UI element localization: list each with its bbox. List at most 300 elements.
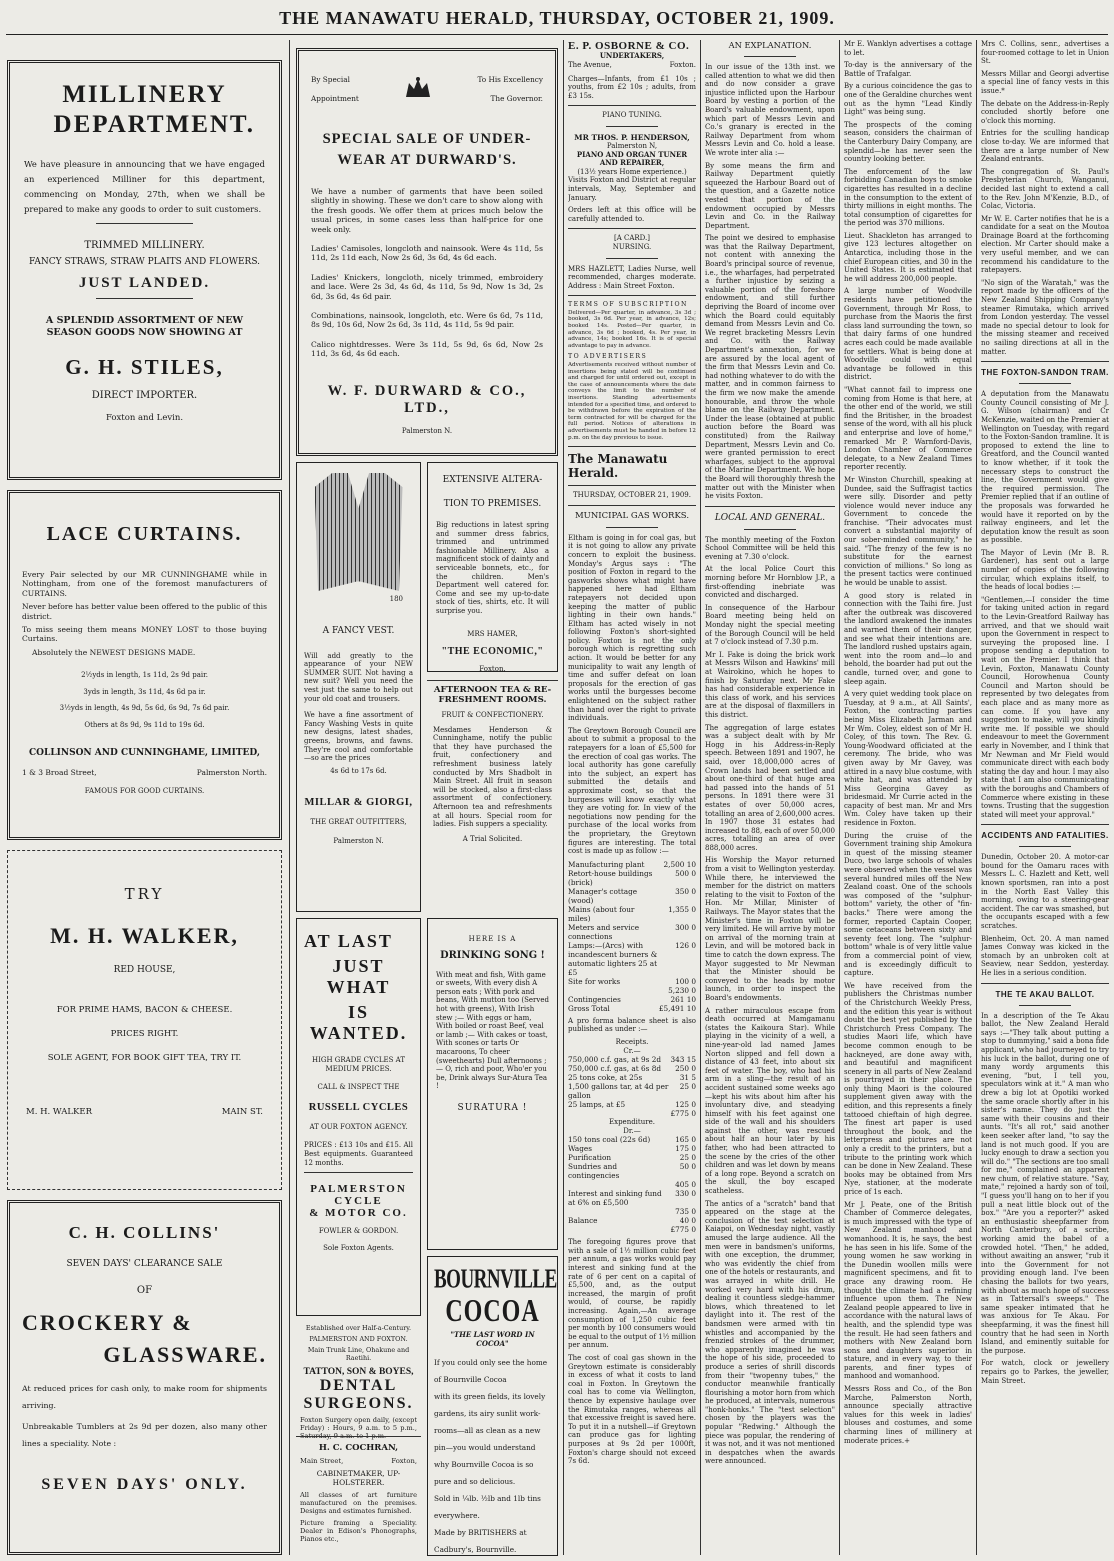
walker-house: RED HOUSE, xyxy=(113,965,176,975)
news-para: A large number of Woodville residents have petitioned the Government, through Mr Ross, to purchase from the Maoris the first class land surrounding the town, so that dairy farms of one hundred acres each could be made available for settlers. What is being done at Woodville could with equal advantage be followed in this district. xyxy=(844,287,972,382)
amount-cell: 50 0 xyxy=(679,1162,696,1172)
splendid-line: A SPLENDID ASSORTMENT OF NEW SEASON GOODS NOW SHOWING AT xyxy=(45,315,244,338)
vest-outfitters: THE GREAT OUTFITTERS, xyxy=(310,818,407,827)
walker-try: TRY xyxy=(124,885,165,903)
gas-works-heading: MUNICIPAL GAS WORKS. xyxy=(574,510,690,521)
editorial-para: The Greytown Borough Council are about to submit a proposal to the ratepayers for a loan of £5,500 for the erection of coal gas works. The local authority has gone carefully into the subject, an expert has submitted the details and approximate cost, so that the burgesses will know exactly what they are voting for. In view of the negotiations now pending for the purchase of the local works from the proprietary, the Greytown figures are interesting. The total cost is made up as follow :— xyxy=(568,726,696,856)
extensive-body: Big reductions in latest spring and summer dress fabrics, trimmed and untrimmed fashionable Millinery. Also a magnificent stock of dainty and serviceable bonnets, etc., for the children. Men's Department well catered for. Come and see my up-to-date stock of ties, shirts, etc. It will surprise you. xyxy=(436,521,549,615)
item-cell: Sundries and contingencies xyxy=(568,1162,620,1181)
amount-cell: 500 0 xyxy=(675,868,696,878)
song-verse: With meat and fish, With game or sweets, With every dish A person eats ; With pork and beans, With mutton too (Served hot with greens), With Irish stew ;— With eggs or ham, With boiled or roast Beef, veal or lamb ;— With cakes or toast, With scones or tarts Or macaroons, To cheer (sweethearts) Dull afternoons ;— O, rich and poor, Who'er you be, Drink always Sur-Atura Tea ! xyxy=(436,970,549,1091)
item-cell: Lamps:—(Arcs) with incandescent burners & automatic lighters 25 at £5 xyxy=(568,940,658,977)
cochran-ad xyxy=(296,1436,421,1556)
suratura-brand: SURATURA ! xyxy=(457,1102,528,1113)
terms-body: Delivered—Per quarter, in advance, 3s 3d ; booked, 3s 6d. Per year, in advance, 12s; booked 14s. Posted—Per quarter, in advance, 3s 6d ; booked, 4s. Per year, in advance, 14s; booked 16s. It is of special advantage to pay in advance. xyxy=(568,309,696,349)
item-cell: 25 lamps, at £5 xyxy=(568,1100,626,1110)
news-para: A very quiet wedding took place on Tuesday, at 9 a.m., at All Saints', Foxton, the contracting parties being Miss Elizabeth Jarman and Mr Wm. Coley, eldest son of Mr H. Coley, of this town. The Rev. G. Young-Woodward officiated at the ceremony. The bride, who was given away by Mr Gavey, was attired in a navy blue costume, with white hat, and was attended by Miss Georgina Gavey as bridesmaid. Mr Currie acted in the capacity of best man. Mr and Mrs Wm. Coley have taken up their residence in Foxton. xyxy=(844,690,972,828)
lace-body: To miss seeing them means MONEY LOST to those buying Curtains. xyxy=(22,625,267,644)
piano-title: PIANO TUNING. xyxy=(602,111,662,120)
masthead: THE MANAWATU HERALD, THURSDAY, OCTOBER 21, 1909. xyxy=(279,8,835,28)
collins-of: OF xyxy=(136,1285,153,1296)
nursing-card: [A CARD.] xyxy=(613,234,650,243)
tatton-title: DENTAL xyxy=(319,1377,398,1394)
accident-para: Blenheim, Oct. 20. A man named James Conway was kicked in the stomach by an unbroken colt at Seaview, near Seddon, yesterday. He lies in a serious condition. xyxy=(981,934,1109,977)
divider xyxy=(1019,1005,1070,1006)
amount-cell: 25 0 xyxy=(679,1153,696,1163)
news-para: "What cannot fail to impress one coming from Home is that here, at the other end of the world, we still find the Britisher, in the broadest sense of the word, with all his pluck and enterprise and love of home," remarked Mr P. Warnford-Davis, London Chamber of Commerce delegate, to a New Zealand Times reporter recently. xyxy=(844,385,972,472)
te-akau-para: For watch, clock or jewellery repairs go to Parkes, the jeweller, Main Street. xyxy=(981,1359,1109,1385)
tatton-est: Established over Half-a-Century. xyxy=(305,1324,412,1332)
news-para: Mr Winston Churchill, speaking at Dundee, said the Suffragist tactics were silly. Disorder and petty violence would never induce any Government to concede the franchise. "Their advocates must convert a substantial majority of our sober-minded community," he said. "The frenzy of the few is no substitute for the earnest conviction of millions." So long as the present tactics were continued he would be unable to assist. xyxy=(844,475,972,588)
collins-crockery: CROCKERY & xyxy=(22,1310,193,1335)
amount-cell: 1,355 0 xyxy=(668,904,696,914)
editorial-para: Eltham is going in for coal gas, but it is not going to allow any private concern to exploit the business. Monday's Argus says : "The position of Foxton in regard to the gasworks shows what might have happened here had Eltham ratepayers not decided upon keeping the matter of public lighting in their own hands." Eltham has acted wisely in not following Foxton's short-sighted policy. Foxton is not the only borough which is regretting such action. It would be better for any municipality to wait any length of time and suffer defeat on loan proposals for the erection of gas works until the burgesses become enlightened on the subject rather than hand over the right to private individuals. xyxy=(568,533,696,723)
vest-firm: MILLAR & GIORGI, xyxy=(304,797,413,809)
bournville-line: everywhere. xyxy=(434,1511,480,1520)
divider xyxy=(568,505,696,506)
cycle-firm: & MOTOR CO. xyxy=(309,1207,408,1220)
explanation-para: The point we desired to emphasise was that the Railway Department, not content with annexing the Board's principal source of revenue, i.e., the wharfages, had perpetrated a further injustice by seizing a valuable portion of the foreshore endowment, and still further depriving the Board of income over which the Board could equitably demand from Messrs Levin and Co. We regret bracketing Messrs Levin and Co. with the Railway Department's annexation, for we are assured by the local agent of the firm that Messrs Levin and Co. had nothing whatever to do with the matter, and in common fairness to the firm we now make the amende honourable, and throw the whole blame on the Railway Department. Under the lease (obtained at public auction before the Board was constituted) from the Railway Department, Messrs Levin and Co. were granted permission to erect wharfages, subject to the approval of the Marine Department. We hope the Board will thoroughly thresh the matter out with the Minister when he visits Foxton. xyxy=(705,234,835,501)
item-cell xyxy=(568,1109,670,1118)
divider xyxy=(606,126,657,127)
item-cell: 25 tons coke, at 25s xyxy=(568,1073,643,1083)
item-cell: Site for works xyxy=(568,976,621,986)
amount-cell: 343 15 xyxy=(670,1055,696,1065)
table-row xyxy=(568,995,696,1004)
divider xyxy=(981,361,1109,362)
divider xyxy=(606,258,657,259)
news-para: Entries for the sculling handicap close to-day. We are informed that there are a large number of New Zealand entrants. xyxy=(981,129,1109,164)
table-row xyxy=(568,1189,696,1207)
walker-street: MAIN ST. xyxy=(221,1107,263,1117)
drinking-song-ad xyxy=(427,918,558,1250)
divider xyxy=(304,1172,413,1173)
vest-illustration xyxy=(315,473,403,591)
amount-cell: 5,230 0 xyxy=(668,985,696,995)
bournville-slogan: "THE LAST WORD IN COCOA" xyxy=(450,1330,535,1348)
extensive-title: TION TO PREMISES. xyxy=(443,499,542,509)
tatton-places: PALMERSTON AND FOXTON. xyxy=(309,1335,408,1343)
osborne-town: Foxton. xyxy=(669,60,696,69)
vest-title: A FANCY VEST. xyxy=(322,625,395,636)
table-row xyxy=(568,1180,696,1189)
piano-exp: (13½ years Home experience.) xyxy=(577,167,687,176)
table-row xyxy=(568,1055,696,1064)
cochran-street: Main Street, xyxy=(300,1457,344,1465)
durward-title: WEAR AT DURWARD'S. xyxy=(337,152,517,168)
bournville-ad xyxy=(427,1256,558,1556)
tea-body: Mesdames Henderson & Cunninghame, notify the public that they have purchased the fruit, confectionery and refreshment business lately conducted by Mrs Shadbolt in Main Street. All fruit in season will be stocked, also a first-class assortment of confectionery. Afternoon tea and refreshments at all hours. Special room for ladies. Fish suppers a speciality. xyxy=(433,725,552,829)
millinery-ad xyxy=(7,60,282,480)
expenditure-table xyxy=(568,1135,696,1234)
durward-title: SPECIAL SALE OF UNDER- xyxy=(322,131,532,147)
walker-ad xyxy=(7,850,282,1190)
item-cell: Manufacturing plant xyxy=(568,859,645,869)
walker-agent: SOLE AGENT, FOR BOOK GIFT TEA, TRY IT. xyxy=(47,1053,242,1063)
tea-sub: FRUIT & CONFECTIONERY. xyxy=(441,711,544,719)
hamer-name: MRS HAMER, xyxy=(467,629,518,638)
explanation-para: By some means the firm and Railway Department quietly squeezed the Harbour Board out of the question, and a Gazette notice vested that portion of the endowment occupied by Messrs Levin and Co. in the Railway Department. xyxy=(705,161,835,230)
extensive-ad xyxy=(427,462,558,672)
masthead-rule xyxy=(6,34,1108,35)
column-3 xyxy=(568,40,696,1555)
divider xyxy=(96,298,192,299)
tatton-ad xyxy=(296,1322,421,1440)
table-row xyxy=(568,1004,696,1013)
millinery-body: We have pleasure in announcing that we have engaged an experienced Milliner for this department, commencing on Monday, 27th, when we shall be prepared to make any goods to order to suit customers. xyxy=(24,159,265,214)
local-para: In consequence of the Harbour Board meeting being held on Monday night the special meeting of the Borough Council will be held at 7 o'clock instead of 7.30 p.m. xyxy=(705,603,835,647)
collins-line: At reduced prices for cash only, to make room for shipments arriving. xyxy=(22,1384,267,1410)
table-row xyxy=(568,1153,696,1162)
bournville-line: Sold in ¼lb. ½lb and 1lb tins xyxy=(434,1494,541,1503)
bournville-line: gardens, its airy sunlit work- xyxy=(434,1409,541,1418)
cycle-names: FOWLER & GORDON. xyxy=(318,1227,399,1236)
local-para: The monthly meeting of the Foxton School Committee will be held this evening at 7.30 o'clock. xyxy=(705,535,835,561)
item-cell: Mains (about four miles) xyxy=(568,904,635,923)
item-cell: 1,500 gallons tar, at 4d per gallon xyxy=(568,1082,669,1101)
amount-cell: £775 0 xyxy=(670,1109,696,1119)
amount-cell: 25 0 xyxy=(679,1082,696,1092)
bournville-line: If you could only see the home of Bournville Cocoa xyxy=(434,1358,548,1384)
durward-town: Palmerston N. xyxy=(401,426,453,435)
stiles-place: Foxton and Levin. xyxy=(105,413,184,423)
divider xyxy=(568,446,696,447)
lace-town: Palmerston North. xyxy=(196,767,267,777)
atlast-call: CALL & INSPECT THE xyxy=(317,1083,400,1092)
lace-price: 3½yds in length, 4s 9d, 5s 6d, 6s 9d, 7s 6d pair. xyxy=(59,704,230,713)
stiles-name: G. H. STILES, xyxy=(65,355,224,379)
news-para: Mr W. E. Carter notifies that he is a candidate for a seat on the Moutoa Drainage Board at the forthcoming election. Mr Carter should make a very useful member, and we can recommend his candidature to the ratepayers. xyxy=(981,214,1109,275)
editorial-para: The foregoing figures prove that with a sale of 1½ million cubic feet per annum, a gas works would pay interest and sinking fund at the rate of 6 per cent on a capital of £5,500, and, as the output increased, the margin of profit would, of course, be rapidly increasing. Again,—An average consumption of 1,250 cubic feet per month by 100 consumers would be equal to the output of 1½ million per annum. xyxy=(568,1238,696,1350)
news-para: Mr E. Wanklyn advertises a cottage to let. xyxy=(844,40,972,57)
cocoa-logo: COCOA xyxy=(445,1294,540,1329)
column-rule xyxy=(839,40,840,1555)
table-row xyxy=(568,986,696,995)
advertisers-body: Advertisements received without number of insertions being stated will be continued and charged for until ordered out, except in the case of announcements where the date conveys the limit to the number of insertions. Standing advertisements intended for a specified time, and ordered to be withdrawn before the expiration of the term contracted for will be charged for the full period. Notices of alterations in advertisements must be handed in before 12 p.m. on the day previous to issue. xyxy=(568,362,696,441)
table-row xyxy=(568,1064,696,1073)
advertisers-title: TO ADVERTISERS xyxy=(568,353,648,361)
lace-price: Others at 8s 9d, 9s 11d to 19s 6d. xyxy=(84,721,205,730)
table-row xyxy=(568,887,696,905)
column-5 xyxy=(844,40,972,1555)
durward-body: We have a number of garments that have been soiled slightly in showing. These we don't care to show along with the fresh goods. We offer them at prices much below the usual prices, in some cases less than half-price for one week only. xyxy=(311,187,543,234)
item-cell xyxy=(568,1180,670,1189)
divider xyxy=(744,56,796,57)
vest-body: We have a fine assortment of Fancy Washing Vests in quite new designs, latest shades, greens, browns, and fawns. They're cool and comfortable—so are the prices xyxy=(304,711,413,763)
table-row xyxy=(568,1135,696,1144)
durward-to: To His Excellency xyxy=(477,75,543,84)
bournville-line: Cadbury's, Bournville. xyxy=(434,1545,517,1554)
cost-table xyxy=(568,860,696,1013)
divider xyxy=(606,527,657,528)
local-para: Mr I. Fake is doing the brick work at Messrs Wilson and Hawkins' mill at Wairokino, which he hopes to finish by Saturday next. Mr Fake has had considerable experience in this class of work, and his services are at the disposal of flaxmillers in this district. xyxy=(705,650,835,719)
piano-name: MR THOS. P. HENDERSON, xyxy=(574,132,690,142)
item-cell xyxy=(568,986,659,995)
lace-famous: FAMOUS FOR GOOD CURTAINS. xyxy=(84,786,205,795)
divider xyxy=(568,228,696,229)
tatton-firm: TATTON, SON & BOYES, xyxy=(303,1367,414,1377)
lace-body: Never before has better value been offered to the public of this district. xyxy=(22,602,267,621)
accidents-heading: ACCIDENTS AND FATALITIES. xyxy=(981,831,1109,841)
table-row xyxy=(568,1225,696,1234)
amount-cell: 405 0 xyxy=(675,1180,696,1190)
collins-name: C. H. COLLINS' xyxy=(68,1223,221,1242)
divider xyxy=(96,223,192,224)
tatton-street: Main Trunk Line, Ohakune and Raetihi. xyxy=(307,1346,410,1362)
table-row xyxy=(568,860,696,869)
millinery-title: MILLINERY xyxy=(62,81,227,108)
local-para: A rather miraculous escape from death occurred at Mamgamanu (states the Kaikoura Star). While playing in the vicinity of a well, a nine-year-old lad named James Norton slipped and fell down a distance of 43 feet, into about six feet of water. The boy, who had his arm in a sling—the result of an accident sustained some weeks ago—kept his wits about him after his involuntary dive, and steadying himself with his feet against one side of the wall and his shoulders against the other, was rescued about half an hour later by his father, who had been attracted to the scene by the cries of the other children and was let down by means of a long rope. Beyond a scratch on the skull, the boy escaped scatheless. xyxy=(705,1006,835,1196)
item-cell: 150 tons coal (22s 6d) xyxy=(568,1135,651,1145)
amount-cell: 350 0 xyxy=(675,886,696,896)
bournville-line: pin—you would understand xyxy=(434,1443,536,1452)
amount-cell: 125 0 xyxy=(675,1100,696,1110)
te-akau-heading: THE TE AKAU BALLOT. xyxy=(995,989,1095,999)
news-para: The enforcement of the law forbidding Canadian boys to smoke cigarettes has resulted in a decline in the consumption to the extent of thirty millions in eight months. The total consumption of cigarettes for the period was 370 millions. xyxy=(844,167,972,228)
landed-heading: JUST LANDED. xyxy=(78,275,211,291)
durward-by: By Special xyxy=(311,75,350,84)
lace-body: Every Pair selected by our MR CUNNINGHAME while in Nottingham, from one of the foremost manufacturers of CURTAINS. xyxy=(22,570,267,598)
durward-appointment: Appointment xyxy=(311,94,359,103)
durward-item: Ladies' Knickers, longcloth, nicely trimmed, embroidery and lace. Were 2s 3d, 4s 6d, 4s 11d, 5s 9d, Now 1s 3d, 2s 6d, 3s 6d, 4s 6d pair. xyxy=(311,272,543,301)
millinery-subtitle: DEPARTMENT. xyxy=(53,111,255,138)
news-para: By a curious coincidence the gas to one of the Geraldine churches went out as the hymn "Lead Kindly Light" was being sung. xyxy=(844,82,972,117)
amount-cell: 40 0 xyxy=(679,1216,696,1226)
item-cell: Purification xyxy=(568,1153,612,1163)
table-row xyxy=(568,1207,696,1216)
local-para: The aggregation of large estates was a subject dealt with by Mr Hogg in his Address-in-Reply speech. Between 1891 and 1907, he said, over 18,000,000 acres of Crown lands had been settled and about one-third of that huge area had passed into the hands of 51 persons. In 1891 there were 31 estates of over 50,000 acres, totalling an area of 2,600,000 acres. In 1907 those 31 estates had increased to 88, each of over 50,000 acres, totalling an area of over 888,000 acres. xyxy=(705,723,835,852)
tram-para: A deputation from the Manawatu County Council consisting of Mr J. G. Wilson (chairman) and Cr McKenzie, waited on the Premier at Wellington on Tuesday, with regard to the Foxton-Sandon tramline. It is proposed to extend the line to Greatford, and the Council wanted to know whether, if it took the necessary steps to construct the line, the Government would give the required permission. The Premier replied that if an outline of the proposals was forwarded he would have it reported on by the railway engineers, and let the deputation know the result as soon as possible. xyxy=(981,390,1109,545)
piano-body: Visits Foxton and District at regular intervals, May, September and January. xyxy=(568,176,696,202)
durward-firm: W. F. DURWARD & CO., LTD., xyxy=(327,382,527,416)
table-row xyxy=(568,941,696,977)
atlast-title: IS WANTED. xyxy=(309,1002,408,1043)
item-cell: 750,000 c.f. gas, at 6s 8d xyxy=(568,1064,662,1074)
cr-label: Cr.— xyxy=(623,1046,641,1055)
news-para: Mrs C. Collins, senr., advertises a four-roomed cottage to let in Union St. xyxy=(981,40,1109,66)
hamer-town: Foxton. xyxy=(479,665,506,672)
cycle-agents: Sole Foxton Agents. xyxy=(323,1243,394,1252)
table-row xyxy=(568,1109,696,1118)
amount-cell: 31 5 xyxy=(679,1073,696,1083)
herald-title: The Manawatu Herald. xyxy=(568,452,668,481)
nursing-body: MRS HAZLETT, Ladies Nurse, well recommended, charges moderate. Address : Main Street Foxton. xyxy=(568,264,696,290)
bournville-line: with its green fields, its lovely xyxy=(434,1392,546,1401)
bournville-line: Made by BRITISHERS at xyxy=(434,1528,527,1537)
amount-cell: 300 0 xyxy=(675,922,696,932)
atlast-agency: AT OUR FOXTON AGENCY. xyxy=(309,1122,408,1131)
table-row xyxy=(568,1082,696,1100)
news-para: Messrs Ross and Co., of the Bon Marche, Palmerston North, announce specially attractive values for this week in ladies' blouses and costumes, and some charming lines of millinery at moderate prices.+ xyxy=(844,1385,972,1445)
tram-para: The Mayor of Levin (Mr B. R. Gardener), has sent out a large number of copies of the following circular, which explains itself, to the heads of local bodies :— xyxy=(981,548,1109,592)
table-row xyxy=(568,1144,696,1153)
explanation-heading: AN EXPLANATION. xyxy=(728,40,812,50)
piano-body: Orders left at this office will be carefully attended to. xyxy=(568,206,696,223)
collins-ad xyxy=(7,1200,282,1555)
column-rule xyxy=(976,40,977,1555)
durward-item: Combinations, nainsook, longcloth, etc. Were 6s 6d, 7s 11d, 8s 9d, 10s 6d, Now 2s 6d, 3s 11d, 4s 11d, 5s 9d pair. xyxy=(311,311,543,330)
atlast-grade: HIGH GRADE CYCLES AT MEDIUM PRICES. xyxy=(312,1056,405,1073)
walker-hams: FOR PRIME HAMS, BACON & CHEESE. xyxy=(56,1005,233,1015)
table-row xyxy=(568,905,696,923)
accident-para: Dunedin, October 20. A motor-car bound for the Oamaru races with Messrs L. C. Hazlett and Kett, well known sportsmen, ran into a post in the North East Valley this morning, owing to a steering-gear accident. The car was smashed, but the occupants escaped with a few scratches. xyxy=(981,853,1109,931)
durward-item: Ladies' Camisoles, longcloth and nainsook. Were 4s 11d, 5s 11d, 2s 11d each, Now 2s 6d, 3s 6d, 4s 6d each. xyxy=(311,244,543,263)
lace-curtains-ad xyxy=(7,490,282,840)
te-akau-para: In a description of the Te Akau ballot, the New Zealand Herald says :—"They talk about putting a stop to dummying," said a bona fide applicant, who had journeyed to try his luck in the ballot, during one of many wordy arguments this evening, "but, I tell you, speculators wink at it." A man who drew a big lot at Opotiki worked the same oracle shortly after in his sister's name. They do just the same with their cousins and their aunts. "It's all rot," said another keen seeker after land, "to say the land is not much good. If you are lucky enough to draw a section you will do." "The sections are too small for me," complained an apparent new chum, of relative stature. "Say, mate," rejoined a hardy son of toil, "I guess you'll hang on to her if you pull a neat little block out of the box." "Are you a reporter?" asked an enthusiastic sheepfarmer from North Canterbury, of a scribe, working amid the babel of a crowded hotel. "Then," he added, without awaiting an answer, "rub it into the Government for not providing enough land. I've been chasing the ballots for two years, with about as much hope of success as in Tattersall's sweeps." The same speaker intimated that he was anxious for Te Akau. For sheepfarming, it was the finest hill country that he had seen in North Island, and eminently suitable for the purpose. xyxy=(981,1011,1109,1355)
news-para: "No sign of the Waratah," was the report made by the officers of the New Zealand Shipping Company's steamer Rimutaka, which arrived from London yesterday. The vessel made no special detour to look for the missing steamer and received no sailing directions at all in the matter. xyxy=(981,278,1109,356)
bournville-line: why Bournville Cocoa is so xyxy=(434,1460,534,1469)
item-cell: Wages xyxy=(568,1144,592,1154)
amount-cell: 165 0 xyxy=(675,1135,696,1145)
tatton-body: Foxton Surgery open daily, (except Friday) : Hours, 9 a.m. to 5 p.m., Saturday, 9 a.m. to 1 p.m. xyxy=(300,1416,417,1440)
item-cell: Interest and sinking fund at 6% on £5,500 xyxy=(568,1189,662,1208)
cycle-firm: PALMERSTON CYCLE xyxy=(310,1183,407,1208)
collins-footer: SEVEN DAYS' ONLY. xyxy=(41,1476,248,1493)
receipts-table xyxy=(568,1055,696,1118)
news-para: Mr J. Peate, one of the British Chamber of Commerce delegates, is much impressed with the type of New Zealand manhood and womanhood. It is, he says, the best he has seen in his life. Some of the young women he saw working in the Dunedin woollen mills were magnificent specimens, and fit to grace any drawing room. He thought the climate had a refining influence upon them. The New Zealand people appeared to live in accordance with the natural laws of health, and the splendid type was the result. He had seen fathers and mothers with New Zealand born sons and daughters superior in stature, and in every way, to their parents, and finer types of manhood and womanhood. xyxy=(844,1200,972,1381)
royal-crest-icon xyxy=(403,75,433,101)
bournville-line: rooms—all as clean as a new xyxy=(434,1426,541,1435)
news-para: Messrs Millar and Georgi advertise a special line of fancy vests in this issue.* xyxy=(981,69,1109,95)
lace-price: 2½yds in length, 1s 11d, 2s 9d pair. xyxy=(81,671,208,680)
atlast-title: JUST WHAT xyxy=(326,956,391,997)
divider xyxy=(705,506,835,507)
news-para: A good story is related in connection with the Taihi fire. Just after the outbreak was discovered the landlord awakened the inmates and warned them of their danger, and see what their intentions are. The landlord rushed upstairs again, went into the room and—lo and behold, the boarder had put out the candle, turned over, and gone to sleep again. xyxy=(844,591,972,686)
divider xyxy=(568,485,696,486)
osborne-trade: UNDERTAKERS, xyxy=(599,51,665,60)
lace-address: 1 & 3 Broad Street, xyxy=(22,767,97,777)
receipts-heading: Receipts. xyxy=(615,1037,649,1046)
editorial-para: The cost of coal gas shown in the Greytown estimate is considerably in excess of what it costs to land coal in Foxton. In Greytown the coal has to come via Wellington, thence by expensive haulage over the Rimutaka ranges, whereas all that excessive freight is saved here. To put it in a nutshell—if Greytown can produce gas for lighting purposes at 9s 2d per 1000ft, Foxton's charge should not exceed 7s 6d. xyxy=(568,1354,696,1466)
news-para: During the cruise of the Government training ship Amokura in quest of the missing steamer Duco, two large schools of whales were observed when the vessel was several hundred miles off the New Zealand coast. One of the schools was composed of the "sulphur-bottom" variety, the other of "fin-backs." There were among the former, reported Captain Cooper, some cetaceans between sixty and seventy feet long. The "sulphur-bottom" whale is of very little value from a commercial point of view, and is exceedingly difficult to capture. xyxy=(844,831,972,978)
fancy-line: FANCY STRAWS, STRAW PLAITS AND FLOWERS. xyxy=(28,257,261,267)
news-para: To-day is the anniversary of the Battle of Trafalgar. xyxy=(844,61,972,78)
vest-town: Palmerston N. xyxy=(333,836,384,845)
amount-cell: 126 0 xyxy=(675,940,696,950)
vest-prices: 4s 6d to 17s 6d. xyxy=(330,766,387,775)
atlast-title: AT LAST xyxy=(304,931,393,951)
dr-label: Dr.— xyxy=(623,1126,641,1135)
item-cell: Meters and service connections xyxy=(568,922,640,941)
amount-cell: 330 0 xyxy=(675,1189,696,1199)
lace-body: Absolutely the NEWEST DESIGNS MADE. xyxy=(32,647,196,657)
walker-signature: M. H. WALKER xyxy=(26,1107,92,1117)
table-row xyxy=(568,1100,696,1109)
lace-title: LACE CURTAINS. xyxy=(46,523,243,545)
extensive-title: EXTENSIVE ALTERA- xyxy=(442,475,543,485)
column-4 xyxy=(705,40,835,1555)
amount-cell: 261 10 xyxy=(670,994,696,1004)
cochran-name: H. C. COCHRAN, xyxy=(318,1443,399,1453)
divider xyxy=(568,105,696,106)
amount-cell: 735 0 xyxy=(675,1207,696,1217)
durward-item: Calico nightdresses. Were 3s 11d, 5s 9d, 6s 6d, Now 2s 11d, 3s 6d, 4s 6d each. xyxy=(311,339,543,359)
item-cell: Balance xyxy=(568,1216,598,1226)
lace-price: 3yds in length, 3s 11d, 4s 6d pa ir. xyxy=(83,687,206,696)
walker-prices: PRICES RIGHT. xyxy=(110,1029,179,1039)
news-para: The debate on the Address-in-Reply concluded shortly before one o'clock this morning. xyxy=(981,99,1109,125)
divider xyxy=(1019,383,1070,384)
durward-ad xyxy=(296,48,558,456)
table-row xyxy=(568,977,696,986)
tram-heading: THE FOXTON-SANDON TRAM. xyxy=(981,368,1109,378)
piano-town: Palmerston N, xyxy=(606,141,658,150)
local-general-heading: LOCAL AND GENERAL. xyxy=(714,512,826,523)
divider xyxy=(568,295,696,296)
cochran-body: All classes of art furniture manufactured on the premises. Designs and estimates furnished. xyxy=(300,1491,417,1515)
column-rule xyxy=(289,40,290,1555)
amount-cell: 250 0 xyxy=(675,1064,696,1074)
item-cell: Retort-house buildings (brick) xyxy=(568,868,653,887)
item-cell: Contingencies xyxy=(568,994,621,1004)
song-title: DRINKING SONG ! xyxy=(440,949,545,961)
bournville-line: pure and so delicious. xyxy=(434,1477,516,1486)
at-last-ad xyxy=(296,918,421,1316)
amount-cell: 175 0 xyxy=(675,1144,696,1154)
tram-para: "Gentlemen,—I consider the time for taking united action in regard to the Levin-Greatford Railway has arrived, and that we should wait upon the Government in respect to surveying the proposed line. I propose sending a deputation to wait on the Premier. I think that Levin, Foxton, Manawatu County Council, Horowhenua County Council and Marton should be represented by two delegates from each place and as many more as can come. If you have any suggestion to make, will you kindly write me. If possible we should endeavour to meet the Government early in November, and I think that Mr Newman and Mr Field would communicate direct with each body stating the day and hour. I may also state that I am also communicating with the boroughs and Chambers of Commerce where existing in these towns. Trusting that the suggestion stated will meet your approval." xyxy=(981,595,1109,819)
cochran-town: Foxton, xyxy=(391,1457,417,1465)
osborne-street: The Avenue, xyxy=(568,60,612,69)
terms-title: TERMS OF SUBSCRIPTION xyxy=(568,301,688,309)
item-cell: Gross Total xyxy=(568,1003,610,1013)
editorial-para: A pro forma balance sheet is also published as under :— xyxy=(568,1016,696,1034)
table-row xyxy=(568,1073,696,1082)
vest-ad xyxy=(296,462,421,912)
trimmed-heading: TRIMMED MILLINERY. xyxy=(84,240,205,251)
table-row xyxy=(568,869,696,887)
amount-cell: £5,491 10 xyxy=(658,1003,696,1013)
amount-cell: 2,500 10 xyxy=(663,859,696,869)
divider xyxy=(1019,846,1070,847)
news-para: The congregation of St. Paul's Presbyterian Church, Wanganui, decided last night to extend a call to the Rev. John M'Kenzie, B.D., of Colac, Victoria. xyxy=(981,167,1109,211)
item-cell: Manager's cottage (wood) xyxy=(568,886,638,905)
osborne-body: Charges—Infants, from £1 10s ; youths, from £2 10s ; adults, from £3 15s. xyxy=(568,74,696,100)
explanation-para: In our issue of the 13th inst. we called attention to what we did then and do now consider a grave injustice inflicted upon the Harbour Board by vesting a portion of the Board's valuable endowment, upon which part of Messrs Levin and Co.'s granary is erected in the Railway Department from whom Messrs Levin and Co. hold a lease. We wrote inter alia :— xyxy=(705,63,835,157)
expenditure-heading: Expenditure. xyxy=(609,1118,655,1127)
cochran-trade: CABINETMAKER, UP-HOLSTERER. xyxy=(316,1469,401,1487)
news-para: The prospects of the coming season, considers the chairman of the Canterbury Dairy Company, are splendid—he has never seen the country looking better. xyxy=(844,120,972,164)
amount-cell: 100 0 xyxy=(675,976,696,986)
walker-name: M. H. WALKER, xyxy=(50,923,239,948)
divider xyxy=(744,529,796,530)
cochran-body: Picture framing a Speciality. Dealer in Edison's Phonographs, Pianos etc., xyxy=(300,1519,417,1543)
news-para: We have received from the publishers the Christmas number of the Christchurch Weekly Press, and the edition this year is without doubt the best yet published by the Christchurch Press Company. The studies Maori life, which have become common enough to be hackneyed, are done away with, and beautiful and magnificent scenery in all parts of New Zealand is pourtrayed in their place. The only thing Maori is the coloured supplement given away with the edition, and this represents a finely tattooed chieftain of high degree. The finest art paper is used throughout the book, and the letterpress and pictures are not only a credit to the printers, but a tribute to the printing work which can be done in New Zealand. These books may be obtained from Mrs Nye, stationer, at the moderate price of 1s each. xyxy=(844,981,972,1196)
divider xyxy=(981,983,1109,984)
tea-rooms-ad xyxy=(427,680,558,912)
item-cell xyxy=(568,1225,670,1234)
durward-governor: The Governor. xyxy=(490,94,543,103)
column-rule xyxy=(700,40,701,1555)
local-para: The antics of a "scratch" band that appeared on the stage at the conclusion of the test selection at Kaiapoi, on Wednesday night, vastly amused the large audience. All the men were in bandsmen's uniforms, with one exception, the drummer, who was evidently the chief from one of the hotels or restaurants, and was arrayed in white drill. He worked very hard with his drum, dealing it countless sledge-hammer blows, which threatened to let daylight into it. The rest of the bandsmen were armed with tin whistles and accompanied by the frenzied strokes of the drummer, who apparently imagined he was the hope of his side, proceeded to produce a series of shrill discords from their "twopenny tubes," the conductor meanwhile frantically flourishing a motor horn from which he produced, at intervals, numerous "honk-honks." The "test selection" chosen by the players was the popular "Redwing." Although the piece was popular, the rendering of it was not, and it was not mentioned in despatches when the awards were announced. xyxy=(705,1199,835,1466)
local-para: At the local Police Court this morning before Mr Hornblow J.P., a first-offending inebriate was convicted and discharged. xyxy=(705,565,835,600)
vest-body: Will add greatly to the appearance of your NEW SUMMER SUIT. Not having a new suit? Well you need the vest just the same to help out your old coat and trousers. xyxy=(304,651,413,703)
amount-cell: £775 0 xyxy=(670,1225,696,1235)
tea-title: AFTERNOON TEA & RE- xyxy=(433,685,552,695)
tea-trial: A Trial Solicited. xyxy=(462,834,523,843)
lace-firm: COLLINSON AND CUNNINGHAME, LIMITED, xyxy=(29,747,260,758)
russell-cycles: RUSSELL CYCLES xyxy=(308,1101,409,1113)
item-cell: 750,000 c.f. gas, at 9s 2d xyxy=(568,1055,662,1065)
item-cell xyxy=(568,1207,670,1216)
table-row xyxy=(568,1162,696,1180)
column-6 xyxy=(981,40,1109,1555)
stiles-importer: DIRECT IMPORTER. xyxy=(91,390,198,401)
column-rule xyxy=(563,40,564,1555)
piano-trade: PIANO AND ORGAN TUNER AND REPAIRER, xyxy=(576,149,688,168)
atlast-prices: PRICES : £13 10s and £15. All Best equipments. Guaranteed 12 months. xyxy=(304,1141,413,1167)
tatton-title: SURGEONS. xyxy=(303,1395,414,1412)
news-para: Lieut. Shackleton has arranged to give 123 lectures altogether on Antarctica, including those in the chief European cities, and 30 in the United States. It is estimated that he will address 200,000 people. xyxy=(844,231,972,283)
